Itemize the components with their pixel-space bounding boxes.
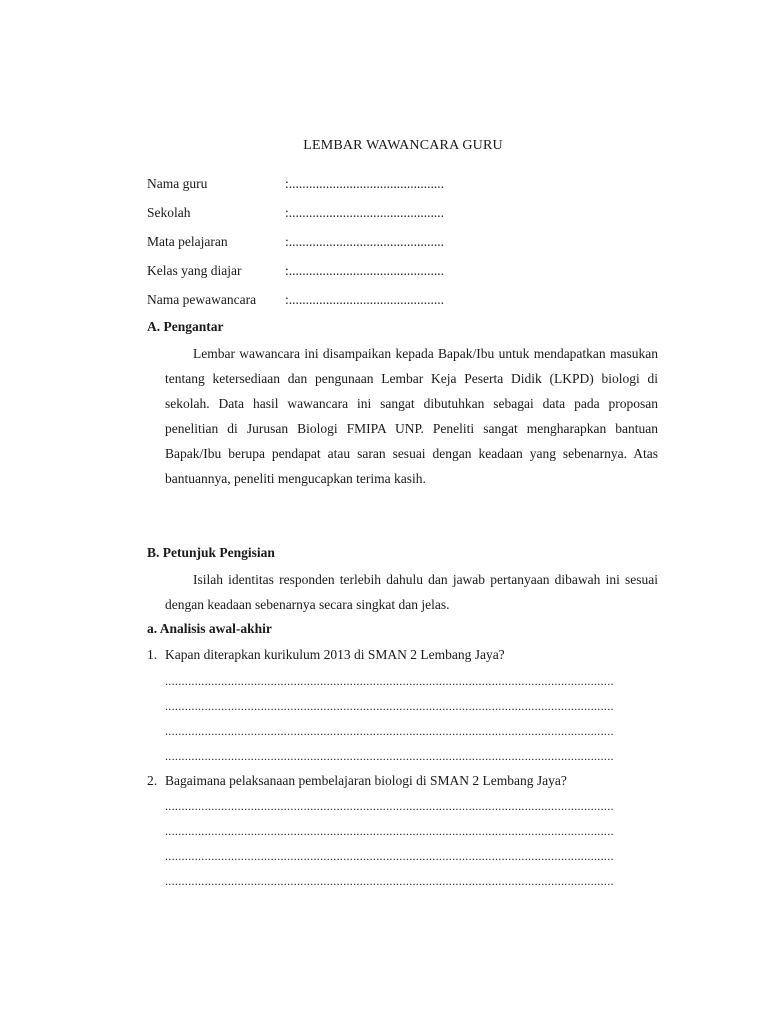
section-a-paragraph: Lembar wawancara ini disampaikan kepada Bapak/Ibu untuk mendapatkan masukan tentang ketersediaan dan pengunaan Lembar Keja Peserta Didik (LKPD) biologi di sekolah. Data hasil wawancara ini sangat dibutuhkan sebagai data pada proposan penelitian di Jurusan Biologi FMIPA UNP. Peneliti sangat mengharapkan bantuan Bapak/Ibu berupa pendapat atau saran sesuai dengan keadaan yang sebenarnya. Atas bantuannya, peneliti mengucapkan terima kasih. [165,346,658,486]
section-b-paragraph: Isilah identitas responden terlebih dahulu dan jawab pertanyaan dibawah ini sesuai dengan keadaan sebenarnya secara singkat dan jelas. [165,572,658,612]
section-a-heading: A. Pengantar [147,319,224,334]
answer-line: ........................................................................................................................................ [165,849,614,863]
identity-row-nama-guru [147,174,444,194]
answer-line: ........................................................................................................................................ [165,874,614,888]
question-text: Bagaimana pelaksanaan pembelajaran biologi di SMAN 2 Lembang Jaya? [165,773,567,788]
answer-line: ........................................................................................................................................ [165,674,614,688]
answer-line: ........................................................................................................................................ [165,724,614,738]
question-number: 2. [147,773,158,788]
identity-value: :.............................................. [285,263,445,278]
question-number: 1. [147,647,158,662]
identity-label: Sekolah [147,205,191,220]
document-title: LEMBAR WAWANCARA GURU [303,138,503,153]
identity-value: :.............................................. [285,234,445,249]
question-text: Kapan diterapkan kurikulum 2013 di SMAN 2 Lembang Jaya? [165,647,505,662]
answer-line: ........................................................................................................................................ [165,799,614,813]
identity-value: :.............................................. [285,292,445,307]
identity-label: Kelas yang diajar [147,263,242,278]
identity-row-mata-pelajaran [147,232,444,252]
answer-line: ........................................................................................................................................ [165,699,614,713]
identity-row-sekolah [147,203,444,223]
identity-label: Nama pewawancara [147,292,257,307]
question-1 [147,647,505,663]
question-2 [147,773,567,789]
identity-row-nama-pewawancara [147,290,444,310]
answer-line: ........................................................................................................................................ [165,824,614,838]
identity-row-kelas [147,261,444,281]
identity-label: Mata pelajaran [147,234,228,249]
identity-label: Nama guru [147,176,208,191]
identity-value: :.............................................. [285,205,445,220]
section-b-heading: B. Petunjuk Pengisian [147,545,275,560]
subsection-a-heading: a. Analisis awal-akhir [147,621,272,636]
answer-line: ........................................................................................................................................ [165,749,614,763]
identity-value: :.............................................. [285,176,445,191]
